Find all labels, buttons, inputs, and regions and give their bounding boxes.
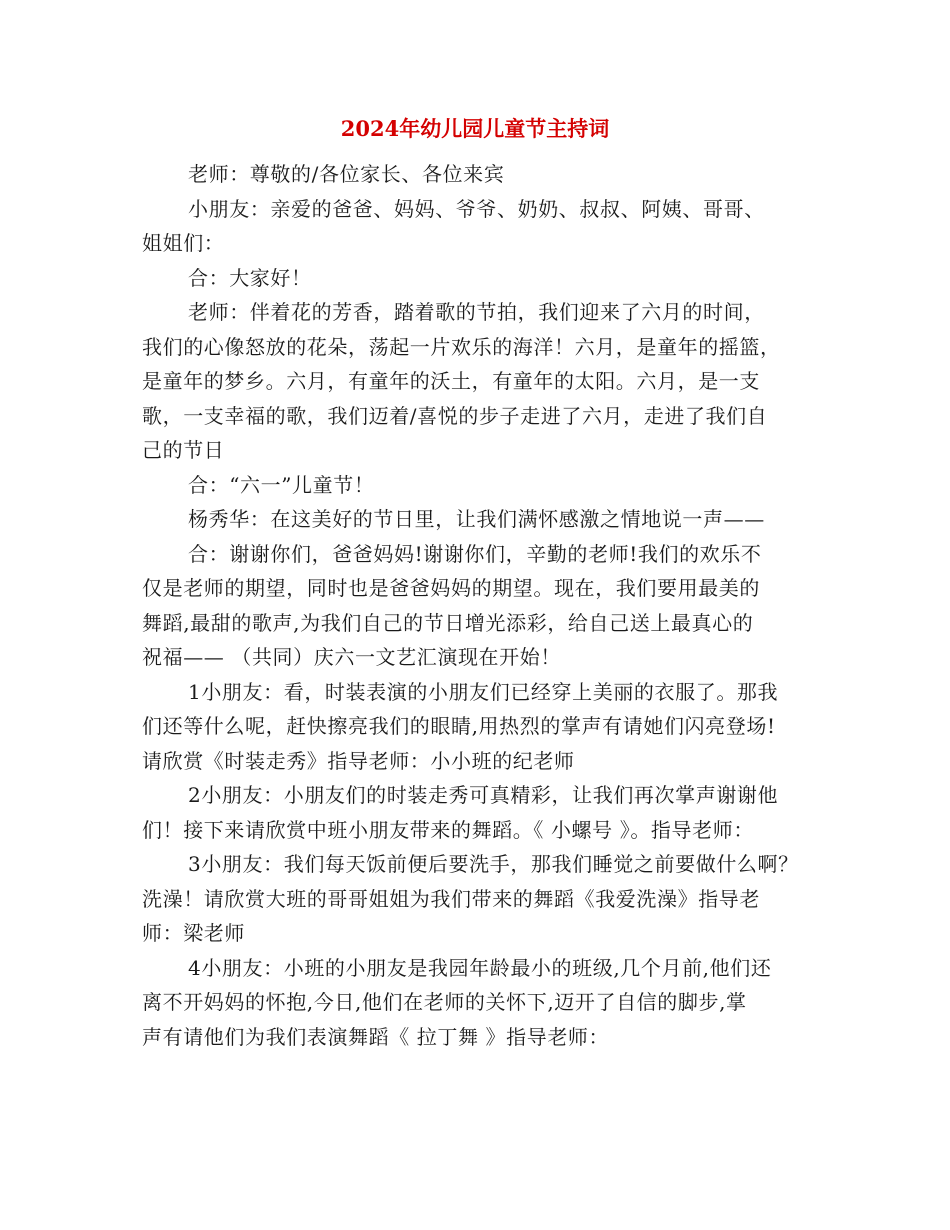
text-line: 4小朋友：小班的小朋友是我园年龄最小的班级,几个月前,他们还 (188, 955, 772, 980)
text-line: 声有请他们为我们表演舞蹈《 拉丁舞 》指导老师： (142, 1024, 610, 1049)
text-line: 祝福—— （共同）庆六一文艺汇演现在开始！ (142, 645, 561, 669)
text-line: 我们的心像怒放的花朵，荡起一片欢乐的海洋！六月，是童年的摇篮， (142, 334, 781, 359)
text-line: 姐姐们： (142, 231, 225, 255)
text-line: 杨秀华：在这美好的节日里，让我们满怀感激之情地说一声—— (188, 507, 765, 531)
text-line: 师：梁老师 (142, 921, 245, 945)
text-line: 请欣赏《时装走秀》指导老师：小小班的纪老师 (142, 748, 575, 773)
text-line: 合：“六一”儿童节！ (188, 472, 375, 497)
text-line: 舞蹈,最甜的歌声,为我们自己的节日增光添彩，给自己送上最真心的 (142, 610, 754, 635)
paragraph (142, 675, 810, 779)
document-body (142, 157, 810, 1054)
paragraph (142, 847, 810, 951)
text-line: 3小朋友：我们每天饭前便后要洗手，那我们睡觉之前要做什么啊？ (188, 852, 799, 876)
text-line: 1小朋友：看，时装表演的小朋友们已经穿上美丽的衣服了。那我 (188, 679, 779, 704)
paragraph (142, 468, 810, 503)
text-line: 是童年的梦乡。六月，有童年的沃土，有童年的太阳。六月，是一支 (142, 369, 760, 393)
paragraph (142, 951, 810, 1055)
text-line: 己的节日 (142, 438, 225, 462)
paragraph (142, 261, 810, 296)
text-line: 仅是老师的期望，同时也是爸爸妈妈的期望。现在，我们要用最美的 (142, 576, 760, 600)
paragraph (142, 778, 810, 847)
paragraph (142, 157, 810, 192)
text-line: 合：谢谢你们，爸爸妈妈!谢谢你们，辛勤的老师!我们的欢乐不 (188, 541, 762, 566)
paragraph (142, 295, 810, 468)
text-line: 洗澡！请欣赏大班的哥哥姐姐为我们带来的舞蹈《我爱洗澡》指导老 (142, 886, 760, 911)
text-line: 小朋友：亲爱的爸爸、妈妈、爷爷、奶奶、叔叔、阿姨、哥哥、 (188, 196, 765, 221)
text-line: 们！接下来请欣赏中班小朋友带来的舞蹈。《 小螺号 》。指导老师： (142, 817, 754, 842)
text-line: 们还等什么呢，赶快擦亮我们的眼睛,用热烈的掌声有请她们闪亮登场! (142, 714, 776, 738)
paragraph (142, 537, 810, 675)
paragraph (142, 502, 810, 537)
document-title: 2024年幼儿园儿童节主持词 (340, 116, 610, 141)
text-line: 2小朋友：小朋友们的时装走秀可真精彩，让我们再次掌声谢谢他 (188, 783, 779, 807)
text-line: 歌，一支幸福的歌，我们迈着/喜悦的步子走进了六月，走进了我们自 (142, 403, 768, 428)
text-line: 合：大家好！ (188, 265, 312, 290)
text-line: 老师：尊敬的/各位家长、各位来宾 (188, 162, 505, 186)
paragraph (142, 192, 810, 261)
text-line: 离不开妈妈的怀抱,今日,他们在老师的关怀下,迈开了自信的脚步,掌 (142, 990, 747, 1014)
text-line: 老师：伴着花的芳香，踏着歌的节拍，我们迎来了六月的时间， (188, 300, 765, 324)
